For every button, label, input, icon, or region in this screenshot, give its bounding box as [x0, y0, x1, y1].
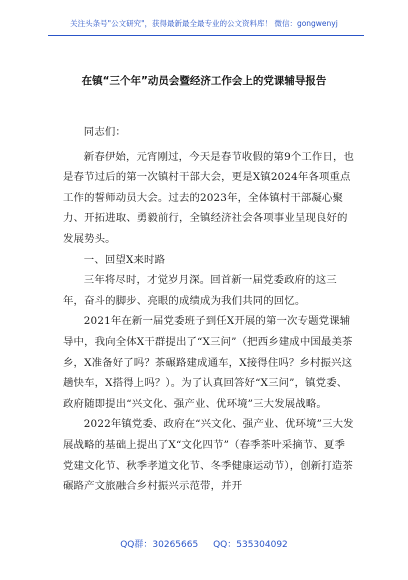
document-body	[63, 122, 355, 497]
header-divider	[48, 35, 364, 36]
header-banner: 关注头条号"公文研究"，获得最新最全最专业的公文资料库！ 微信：gongwenyj	[70, 19, 338, 28]
paragraph-review: 三年将尽时，才觉岁月深。回首新一届党委政府的这三年，奋斗的脚步、亮眼的成绩成为我们共同的回忆。	[63, 274, 337, 307]
section-heading: 一、回望X来时路	[83, 253, 166, 266]
footer-qq-group: QQ群：30265665	[120, 540, 199, 550]
paragraph-2021: 2021年在新一届党委班子到任X开展的第一次专题党课辅导中，我向全体X干群提出了“X三问”（把西乡建成中国最美茶乡，X准备好了吗？茶碾路建成通车，X接得住吗？乡村振兴这趟快车，X搭得上吗？）。为了认真回答好“X三问”，镇党委、政府随即提出“兴文化、强产业、优环境”三大发展战略。	[63, 315, 353, 410]
document-title: 在镇“三个年”动员会暨经济工作会上的党课辅导报告	[81, 75, 327, 87]
paragraph-intro: 新春伊始，元宵刚过，今天是春节收假的第9个工作日，也是春节过后的第一次镇村干部大会，更是X镇2024年各项重点工作的誓师动员大会。过去的2023年，全体镇村干部凝心聚力、开拓进取、勇毅前行，全镇经济社会各项事业呈现良好的发展势头。	[63, 150, 355, 245]
salutation: 同志们：	[83, 126, 126, 138]
paragraph-2022: 2022年镇党委、政府在“兴文化、强产业、优环境”三大发展战略的基础上提出了X“文化四节”（春季茶叶采摘节、夏季党建文化节、秋季孝道文化节、冬季健康运动节），创新打造茶碾路产文旅融合乡村振兴示范带，并开	[63, 418, 354, 493]
footer-qq: QQ：535304092	[213, 540, 288, 550]
footer-contact	[0, 537, 408, 550]
